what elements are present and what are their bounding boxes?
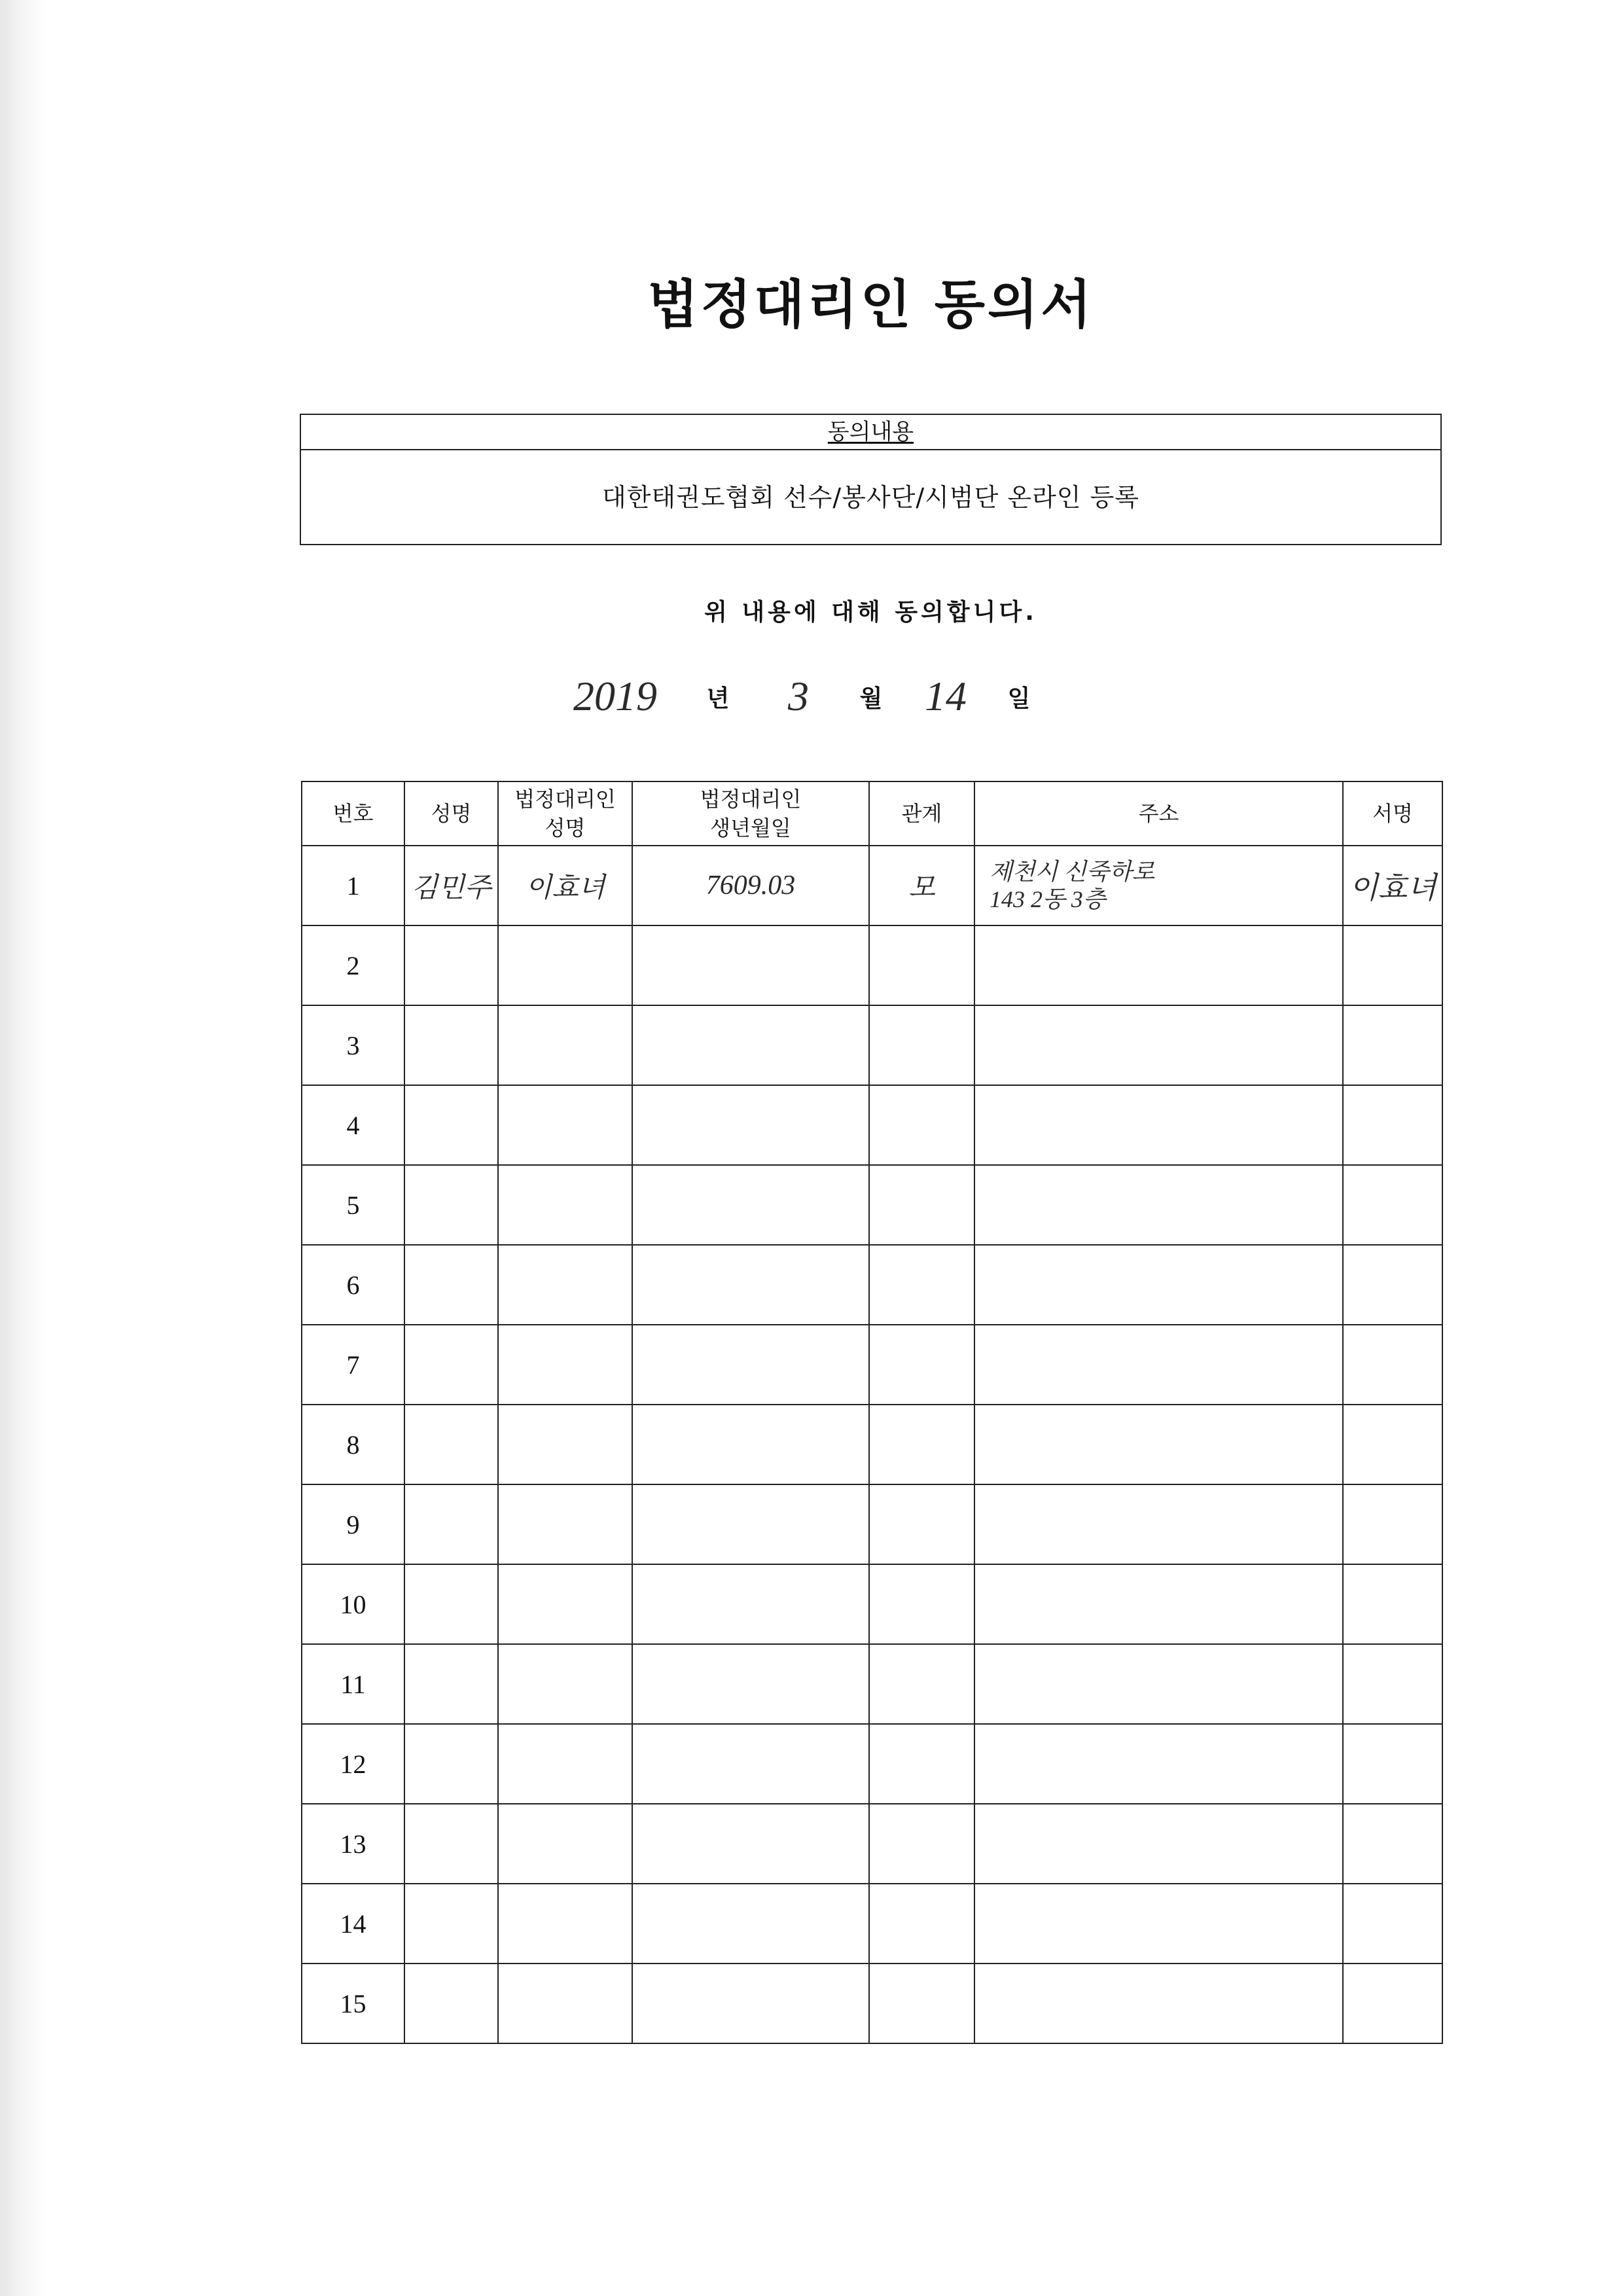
- relation-cell: [869, 1245, 974, 1325]
- signature-cell: [1343, 925, 1442, 1005]
- table-row: [302, 1245, 1442, 1325]
- guardian-birth-cell: [632, 1245, 869, 1325]
- signature-cell: [1343, 1484, 1442, 1564]
- guardian-name-cell: [498, 1804, 632, 1884]
- row-number: 10: [302, 1564, 404, 1644]
- signature-cell: [1343, 1724, 1442, 1804]
- table-header-row: [302, 781, 1442, 846]
- name-cell: [404, 1564, 498, 1644]
- guardian-name-cell: [498, 1564, 632, 1644]
- table-row: [302, 1484, 1442, 1564]
- table-row: [302, 1564, 1442, 1644]
- row-number: 14: [302, 1884, 404, 1964]
- relation-cell: [869, 1964, 974, 2043]
- signature-cell: [1343, 1325, 1442, 1405]
- name-cell: 김민주: [404, 846, 498, 925]
- header-relation: 관계: [869, 781, 974, 846]
- header-guardian-birth-line2: 생년월일: [710, 816, 791, 840]
- header-guardian-birth: [632, 781, 869, 846]
- row-number: 11: [302, 1644, 404, 1724]
- row-number: 4: [302, 1085, 404, 1165]
- guardian-name-cell: [498, 1884, 632, 1964]
- address-cell: [974, 1405, 1343, 1484]
- table-row: [302, 1325, 1442, 1405]
- address-cell: [974, 1245, 1343, 1325]
- table-row: [302, 1405, 1442, 1484]
- guardian-name-cell: [498, 1724, 632, 1804]
- relation-cell: [869, 1005, 974, 1085]
- name-cell: [404, 1165, 498, 1245]
- relation-cell: [869, 925, 974, 1005]
- row-number: 7: [302, 1325, 404, 1405]
- address-cell: [974, 1085, 1343, 1165]
- consent-box-header: [301, 415, 1440, 450]
- address-cell: [974, 925, 1343, 1005]
- address-cell: [974, 1165, 1343, 1245]
- guardian-birth-cell: [632, 1484, 869, 1564]
- address-cell: [974, 1724, 1343, 1804]
- guardian-name-cell: [498, 1165, 632, 1245]
- table-row: [302, 1804, 1442, 1884]
- row-number: 6: [302, 1245, 404, 1325]
- guardian-birth-cell: [632, 1405, 869, 1484]
- guardian-name-cell: [498, 1085, 632, 1165]
- row-number: 13: [302, 1804, 404, 1884]
- guardian-name-cell: [498, 1005, 632, 1085]
- guardian-birth-cell: [632, 1724, 869, 1804]
- address-cell: [974, 1325, 1343, 1405]
- relation-cell: [869, 1804, 974, 1884]
- name-cell: [404, 1724, 498, 1804]
- name-cell: [404, 1005, 498, 1085]
- address-line-2: 143 2동 3층: [990, 886, 1106, 912]
- address-cell: [974, 1484, 1343, 1564]
- row-number: 1: [302, 846, 404, 925]
- consent-content-box: [300, 414, 1442, 545]
- consent-box-content: 대한태권도협회 선수/봉사단/시범단 온라인 등록: [601, 483, 1139, 512]
- guardian-birth-cell: [632, 925, 869, 1005]
- row-number: 12: [302, 1724, 404, 1804]
- relation-cell: [869, 1644, 974, 1724]
- signature-cell: [1343, 1804, 1442, 1884]
- date-year: 2019: [573, 673, 657, 719]
- signature-cell: [1343, 1165, 1442, 1245]
- consent-box-header-label: 동의내용: [827, 419, 914, 445]
- address-cell: [974, 1564, 1343, 1644]
- guardian-name-cell: 이효녀: [498, 846, 632, 925]
- header-guardian-name-line2: 성명: [544, 816, 586, 840]
- relation-cell: [869, 1165, 974, 1245]
- guardian-birth-cell: [632, 1085, 869, 1165]
- row-number: 3: [302, 1005, 404, 1085]
- row-number: 5: [302, 1165, 404, 1245]
- relation-cell: [869, 1884, 974, 1964]
- table-row: [302, 846, 1442, 925]
- date-day-unit: 일: [1007, 685, 1031, 712]
- guardian-birth-cell: [632, 1564, 869, 1644]
- name-cell: [404, 1325, 498, 1405]
- row-number: 15: [302, 1964, 404, 2043]
- guardian-birth-cell: [632, 1325, 869, 1405]
- address-cell: [974, 1644, 1343, 1724]
- guardian-birth-cell: [632, 1964, 869, 2043]
- guardian-birth-cell: [632, 1804, 869, 1884]
- guardian-birth-cell: 7609.03: [632, 846, 869, 925]
- name-cell: [404, 1804, 498, 1884]
- header-address: 주소: [974, 781, 1343, 846]
- row-number: 8: [302, 1405, 404, 1484]
- name-cell: [404, 1964, 498, 2043]
- date-month: 3: [788, 673, 809, 719]
- date-year-unit: 년: [706, 685, 730, 712]
- table-row: [302, 1165, 1442, 1245]
- header-guardian-name: [498, 781, 632, 846]
- signature-cell: [1343, 1085, 1442, 1165]
- relation-cell: [869, 1085, 974, 1165]
- table-row: [302, 1085, 1442, 1165]
- guardian-name-cell: [498, 1405, 632, 1484]
- relation-cell: [869, 1405, 974, 1484]
- guardian-name-cell: [498, 1245, 632, 1325]
- address-cell: [974, 846, 1343, 925]
- row-number: 2: [302, 925, 404, 1005]
- signature-cell: 이효녀: [1343, 846, 1442, 925]
- relation-cell: [869, 1325, 974, 1405]
- date-month-unit: 월: [859, 685, 883, 712]
- table-row: [302, 1644, 1442, 1724]
- date-day: 14: [925, 673, 967, 719]
- guardian-name-cell: [498, 1325, 632, 1405]
- table-row: [302, 1884, 1442, 1964]
- signature-cell: [1343, 1644, 1442, 1724]
- table-row: [302, 1005, 1442, 1085]
- signature-cell: [1343, 1005, 1442, 1085]
- address-cell: [974, 1884, 1343, 1964]
- signature-cell: [1343, 1405, 1442, 1484]
- guardian-birth-cell: [632, 1165, 869, 1245]
- guardian-birth-cell: [632, 1644, 869, 1724]
- address-cell: [974, 1804, 1343, 1884]
- relation-cell: [869, 1724, 974, 1804]
- name-cell: [404, 1245, 498, 1325]
- name-cell: [404, 1085, 498, 1165]
- signature-cell: [1343, 1964, 1442, 2043]
- relation-cell: 모: [869, 846, 974, 925]
- relation-cell: [869, 1484, 974, 1564]
- name-cell: [404, 1405, 498, 1484]
- document-title: 법정대리인 동의서: [647, 274, 1094, 335]
- row-number: 9: [302, 1484, 404, 1564]
- header-signature: 서명: [1343, 781, 1442, 846]
- table-row: [302, 925, 1442, 1005]
- table-row: [302, 1964, 1442, 2043]
- header-name: 성명: [404, 781, 498, 846]
- relation-cell: [869, 1564, 974, 1644]
- signature-cell: [1343, 1564, 1442, 1644]
- name-cell: [404, 1484, 498, 1564]
- name-cell: [404, 1644, 498, 1724]
- guardian-birth-cell: [632, 1005, 869, 1085]
- address-line-1: 제천시 신죽하로: [990, 859, 1155, 885]
- table-row: [302, 1724, 1442, 1804]
- name-cell: [404, 925, 498, 1005]
- signature-cell: [1343, 1884, 1442, 1964]
- guardian-consent-table: [301, 781, 1443, 2044]
- guardian-birth-cell: [632, 1884, 869, 1964]
- table-body: [302, 846, 1442, 2043]
- header-guardian-name-line1: 법정대리인: [514, 787, 616, 812]
- guardian-name-cell: [498, 1964, 632, 2043]
- header-no: 번호: [302, 781, 404, 846]
- address-cell: [974, 1964, 1343, 2043]
- guardian-name-cell: [498, 925, 632, 1005]
- address-cell: [974, 1005, 1343, 1085]
- signature-cell: [1343, 1245, 1442, 1325]
- name-cell: [404, 1884, 498, 1964]
- agreement-statement: 위 내용에 대해 동의합니다.: [704, 599, 1037, 626]
- guardian-name-cell: [498, 1644, 632, 1724]
- header-guardian-birth-line1: 법정대리인: [700, 787, 802, 812]
- guardian-name-cell: [498, 1484, 632, 1564]
- scan-edge-shadow: [0, 0, 46, 2296]
